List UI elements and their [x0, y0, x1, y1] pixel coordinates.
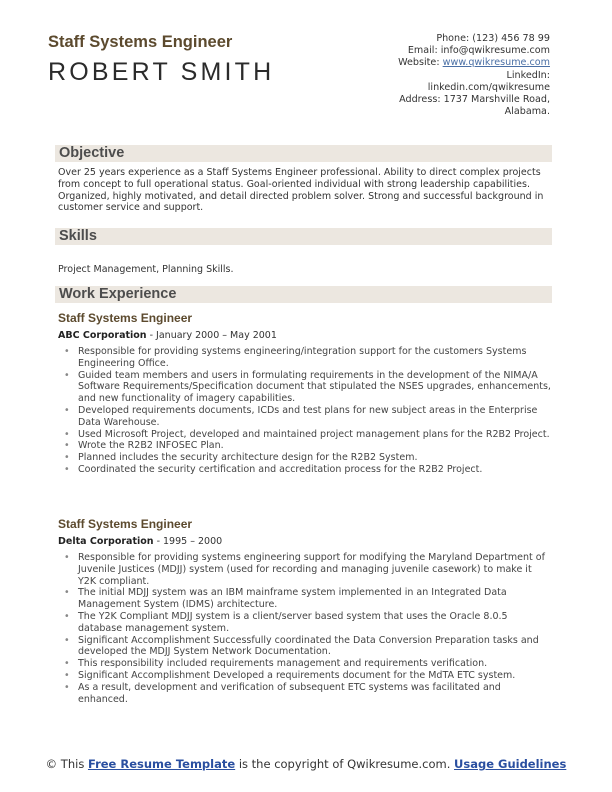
- skills-title: Skills: [59, 228, 97, 244]
- header-job-title: Staff Systems Engineer: [48, 33, 233, 51]
- job-1-employer: [58, 330, 277, 341]
- contact-block: [350, 33, 550, 118]
- job-1-company: ABC Corporation: [58, 330, 147, 341]
- contact-phone: Phone: (123) 456 78 99: [436, 33, 550, 44]
- list-item: • The Y2K Compliant MDJJ system is a client/server based system that uses the Oracle 8.0.5 database management system.: [64, 611, 552, 635]
- list-item: • This responsibility included requirements management and requirements verification.: [64, 658, 552, 670]
- person-name: ROBERT SMITH: [48, 58, 275, 86]
- job-1-bullets: [64, 346, 552, 476]
- usage-guidelines-link[interactable]: Usage Guidelines: [454, 757, 567, 771]
- job-2-employer: [58, 536, 222, 547]
- job-1-dates: - January 2000 – May 2001: [146, 330, 277, 341]
- list-item: • Significant Accomplishment Successfully coordinated the Data Conversion Preparation tasks and developed the MDJJ System Network Documentation.: [64, 635, 552, 659]
- list-item: • The initial MDJJ system was an IBM mainframe system implemented in an Integrated Data Management System (IDMS) architecture.: [64, 587, 552, 611]
- job-2-bullets: [64, 552, 552, 705]
- website-link[interactable]: www.qwikresume.com: [442, 57, 550, 69]
- list-item: • Responsible for providing systems engineering support for modifying the Maryland Department of Juvenile Justices (MDJJ) system (used for recording and managing juvenile casework) to make it Y2K compliant.: [64, 552, 552, 587]
- contact-address-line1: Address: 1737 Marshville Road,: [399, 94, 550, 106]
- list-item: • Developed requirements documents, ICDs and test plans for new subject areas in the Enterprise Data Warehouse.: [64, 405, 552, 429]
- job-1-title: Staff Systems Engineer: [58, 311, 193, 325]
- list-item: • Responsible for providing systems engineering/integration support for the customers Systems Engineering Office.: [64, 346, 552, 370]
- contact-address-line2: Alabama.: [504, 106, 550, 118]
- list-item: • Coordinated the security certification and accreditation process for the R2B2 Project.: [64, 464, 552, 476]
- objective-text: Over 25 years experience as a Staff Systems Engineer professional. Ability to direct complex projects from concept to full operational status. Goal-oriented individual with strong leadership capabilities. Organized, highly motivated, and detail directed problem solver. Strong and successful background in customer service and support.: [58, 167, 544, 214]
- website-label: Website:: [398, 57, 443, 69]
- copyright-footer: [0, 757, 612, 771]
- list-item: • Planned includes the security architecture design for the R2B2 System.: [64, 452, 552, 464]
- objective-title: Objective: [59, 145, 125, 161]
- experience-title: Work Experience: [59, 286, 177, 302]
- list-item: • Significant Accomplishment Developed a requirements document for the MdTA ETC system.: [64, 670, 552, 682]
- contact-linkedin-label: LinkedIn:: [506, 69, 550, 81]
- footer-prefix: © This: [45, 757, 88, 771]
- contact-email: Email: info@qwikresume.com: [407, 45, 550, 57]
- list-item: • Used Microsoft Project, developed and maintained project management plans for the R2B2 Project.: [64, 429, 552, 441]
- skills-text: Project Management, Planning Skills.: [58, 264, 234, 275]
- list-item: • As a result, development and verification of subsequent ETC systems was facilitated and enhanced.: [64, 682, 552, 706]
- list-item: • Wrote the R2B2 INFOSEC Plan.: [64, 440, 552, 452]
- section-header-objective: [55, 145, 552, 162]
- contact-website: [350, 57, 550, 69]
- list-item: • Guided team members and users in formulating requirements in the development of the NIMA/A Software Requirements/Specification document that stipulated the NSES upgrades, enhancements, and new functionality of imagery capabilities.: [64, 370, 552, 405]
- section-header-skills: [55, 228, 552, 245]
- section-header-experience: [55, 286, 552, 303]
- job-2-company: Delta Corporation: [58, 536, 154, 547]
- footer-middle: is the copyright of Qwikresume.com.: [235, 757, 455, 771]
- free-resume-template-link[interactable]: Free Resume Template: [87, 757, 236, 771]
- job-2-dates: - 1995 – 2000: [153, 536, 223, 547]
- contact-linkedin-value: linkedin.com/qwikresume: [427, 81, 550, 93]
- job-2-title: Staff Systems Engineer: [58, 517, 193, 531]
